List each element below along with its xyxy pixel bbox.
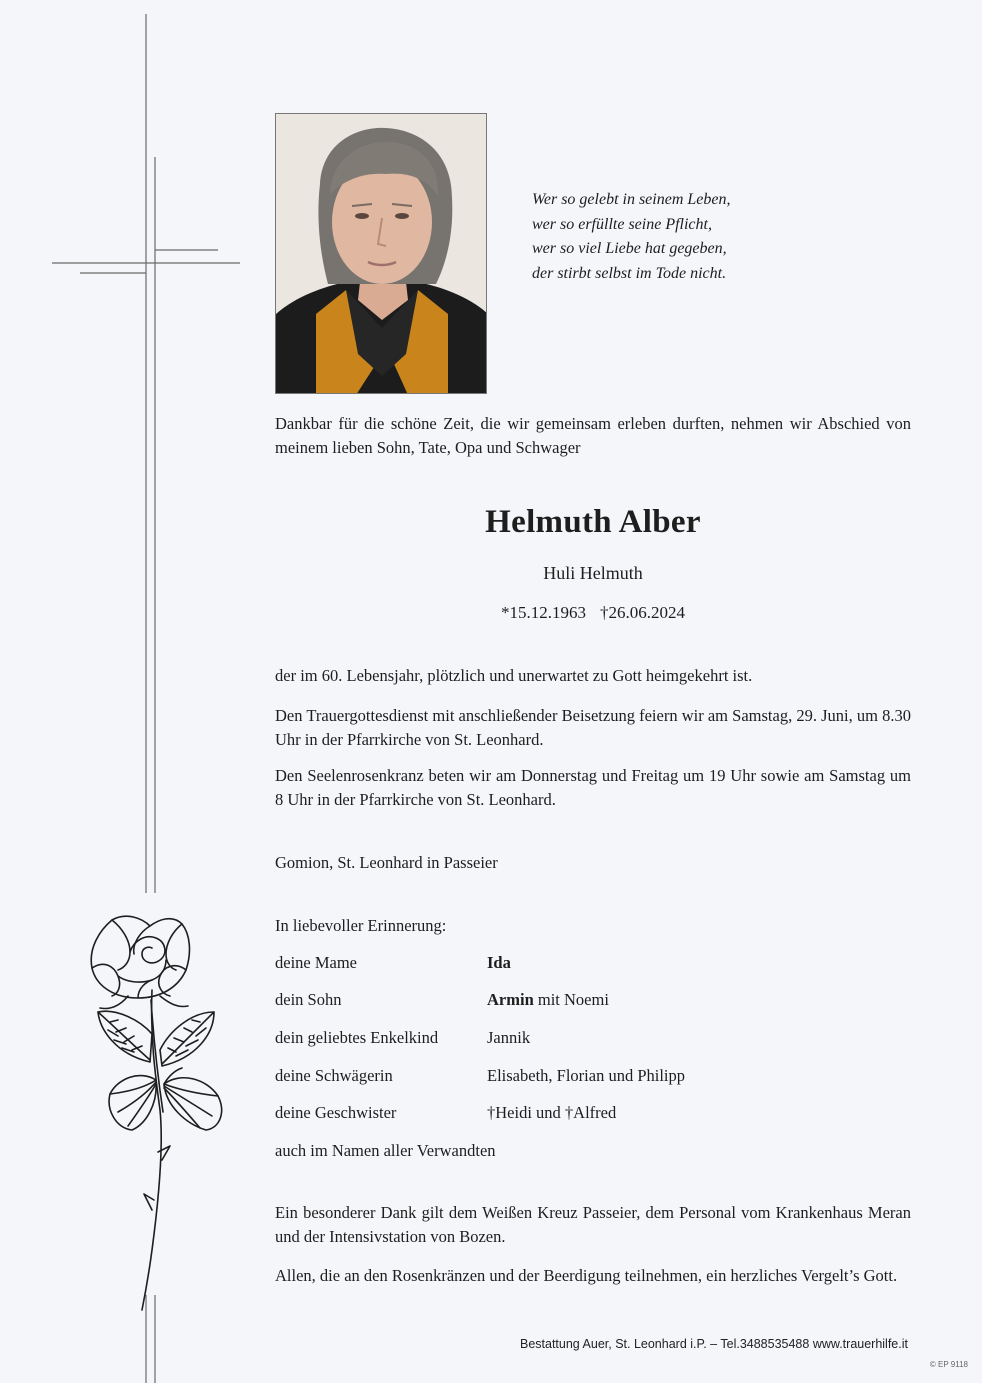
portrait-photo xyxy=(275,113,487,394)
poem-line: wer so erfüllte seine Pflicht, xyxy=(532,215,712,233)
relatives-text: auch im Namen aller Verwandten xyxy=(275,1141,496,1160)
death-date: †26.06.2024 xyxy=(600,603,685,622)
poem-line: wer so viel Liebe hat gegeben, xyxy=(532,240,727,257)
rosary-text: Den Seelenrosenkranz beten wir am Donnerstag und Freitag um 19 Uhr sowie am Samstag um 8 Uhr in der Pfarrkirche von St. Leonhard. xyxy=(275,766,911,809)
family-row xyxy=(275,1064,685,1088)
poem-line: der stirbt selbst im Tode nicht. xyxy=(532,264,727,282)
place-text: Gomion, St. Leonhard in Passeier xyxy=(275,853,498,872)
family-relation: deine Mame xyxy=(275,953,358,972)
family-name-rest: Jannik xyxy=(487,1028,531,1047)
family-name: Armin xyxy=(487,990,534,1009)
poem-line: Wer so gelebt in seinem Leben, xyxy=(532,191,731,208)
family-relation: deine Schwägerin xyxy=(275,1066,393,1085)
family-name: Ida xyxy=(487,953,511,972)
deceased-name: Helmuth Alber xyxy=(485,504,701,540)
nickname: Huli Helmuth xyxy=(543,563,643,583)
family-name-rest: mit Noemi xyxy=(533,990,609,1009)
thanks-text: Ein besonderer Dank gilt dem Weißen Kreuz Passeier, dem Personal vom Krankenhaus Meran und der Intensivstation von Bozen. xyxy=(275,1203,911,1246)
intro-text: Dankbar für die schöne Zeit, die wir gemeinsam erleben durften, nehmen wir Abschied von meinem lieben Sohn, Tate, Opa und Schwager xyxy=(275,414,911,457)
family-name-rest: Elisabeth, Florian und Philipp xyxy=(487,1066,685,1085)
family-relation: dein geliebtes Enkelkind xyxy=(275,1028,439,1047)
family-row xyxy=(275,988,609,1012)
funeral-home-footer: Bestattung Auer, St. Leonhard i.P. – Tel.3488535488 www.trauerhilfe.it xyxy=(519,1337,908,1351)
family-row xyxy=(275,1026,531,1050)
family-row xyxy=(275,1101,617,1125)
family-row xyxy=(275,951,511,975)
family-relation: deine Geschwister xyxy=(275,1103,397,1122)
print-code: © EP 9118 xyxy=(929,1360,968,1369)
closing-text: Allen, die an den Rosenkränzen und der Beerdigung teilnehmen, ein herzliches Vergelt’s Gott. xyxy=(275,1266,898,1285)
memory-heading: In liebevoller Erinnerung: xyxy=(275,916,447,935)
poem xyxy=(532,188,730,286)
service-text: Den Trauergottesdienst mit anschließender Beisetzung feiern wir am Samstag, 29. Juni, um 8.30 Uhr in der Pfarrkirche von St. Leonhard. xyxy=(275,706,911,749)
family-name-rest: †Heidi und †Alfred xyxy=(487,1103,617,1122)
life-dates xyxy=(275,603,911,623)
family-relation: dein Sohn xyxy=(275,990,342,1009)
passing-text: der im 60. Lebensjahr, plötzlich und unerwartet zu Gott heimgekehrt ist. xyxy=(275,666,753,685)
birth-date: *15.12.1963 xyxy=(501,603,586,622)
